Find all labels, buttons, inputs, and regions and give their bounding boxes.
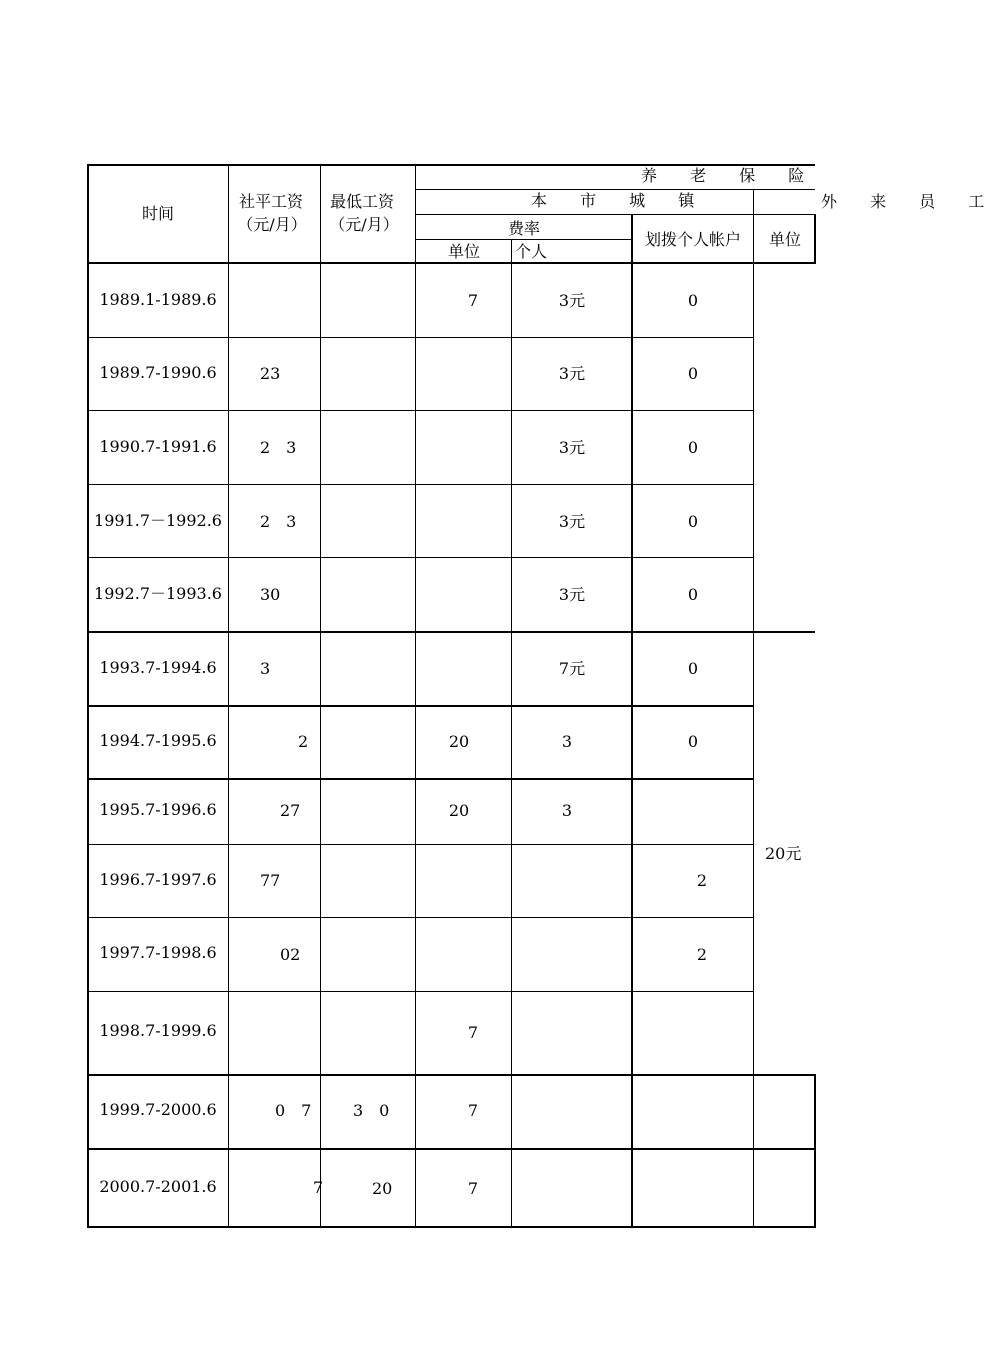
header-local: 本 市 城 镇 [531,191,709,210]
row-rule-thick [87,1148,815,1150]
rule-rate [415,239,632,240]
row-period: 1989.7-1990.6 [99,363,217,382]
row-rule [87,778,753,780]
row-rule [87,917,753,918]
rule-local [415,214,815,215]
row-rule [87,844,753,845]
col-rule-thick [631,214,633,1228]
row-avg-wage: 7 [313,1178,324,1197]
col-rule [415,164,416,1228]
row-min-wage: 20 [372,1179,393,1198]
row-unit: 20 [448,732,470,751]
row-transfer: 0 [687,438,699,457]
row-transfer: 0 [687,585,699,604]
table-left-border [87,164,89,1228]
row-avg-wage: 30 [260,585,281,604]
row-period: 1998.7-1999.6 [99,1021,217,1040]
header-unit: 单位 [447,242,481,261]
row-period: 1996.7-1997.6 [99,870,217,889]
row-transfer: 0 [687,364,699,383]
row-transfer: 2 [696,945,708,964]
row-period: 1990.7-1991.6 [99,437,217,456]
row-period: 1989.1-1989.6 [99,290,217,309]
row-avg-wage: 77 [260,871,281,890]
row-unit: 7 [467,1179,479,1198]
row-rule [87,484,753,485]
row-rule [87,410,753,411]
col-rule [320,164,321,1228]
row-transfer: 0 [687,659,699,678]
header-pension: 养 老 保 险 [641,166,819,185]
row-unit: 7 [467,291,479,310]
row-period: 1993.7-1994.6 [99,658,217,677]
header-migrant: 外 来 员 工 [821,192,998,211]
header-avg-wage: 社平工资 [238,192,304,211]
header-migrant-unit: 单位 [768,230,802,249]
header-person: 个人 [515,242,548,261]
row-transfer: 0 [687,512,699,531]
row-transfer: 0 [687,732,699,751]
row-person: 3元 [558,291,586,310]
header-min-wage-unit: （元/月） [329,215,399,234]
rule-pension [415,189,815,190]
row-avg-wage: 27 [280,801,301,820]
col-rule-right [814,214,816,264]
row-person: 3元 [558,512,586,531]
migrant-unit-value: 20元 [765,844,802,863]
row-avg-wage: 2 3 [260,438,297,457]
row-min-wage: 3 0 [353,1101,390,1120]
row-rule [87,557,753,558]
row-rule-thick [87,631,815,633]
header-min-wage: 最低工资 [329,192,395,211]
header-avg-wage-unit: （元/月） [237,215,307,234]
row-rule [87,991,753,992]
col-rule [511,239,512,1228]
row-period: 1991.7－1992.6 [94,511,222,530]
row-avg-wage: 0 7 [275,1101,312,1120]
row-period: 1997.7-1998.6 [99,943,217,962]
row-avg-wage: 23 [260,364,281,383]
row-rule [87,337,753,338]
header-rate: 费率 [507,219,541,238]
row-avg-wage: 2 [298,732,309,751]
row-avg-wage: 02 [280,945,301,964]
row-unit: 7 [467,1101,479,1120]
row-period: 1994.7-1995.6 [99,731,217,750]
header-bottom-border [87,262,815,264]
row-period: 1999.7-2000.6 [99,1100,217,1119]
col-rule-right [814,1074,816,1228]
row-person: 3元 [558,364,586,383]
row-period: 1992.7－1993.6 [94,584,222,603]
row-rule-thick [87,1074,815,1076]
row-person: 3 [561,801,573,820]
row-person: 7元 [558,659,586,678]
row-period: 2000.7-2001.6 [99,1177,217,1196]
row-person: 3 [561,732,573,751]
row-person: 3元 [558,585,586,604]
col-rule [228,164,229,1228]
row-avg-wage: 2 3 [260,512,297,531]
row-unit: 7 [467,1023,479,1042]
row-transfer: 2 [696,871,708,890]
row-rule [87,705,753,707]
row-transfer: 0 [687,291,699,310]
row-period: 1995.7-1996.6 [99,800,217,819]
row-unit: 20 [448,801,470,820]
header-transfer: 划拨个人帐户 [644,230,742,249]
row-person: 3元 [558,438,586,457]
header-time: 时间 [141,204,175,223]
col-rule [753,189,754,1228]
row-avg-wage: 3 [260,659,271,678]
table-bottom-border [87,1226,815,1228]
